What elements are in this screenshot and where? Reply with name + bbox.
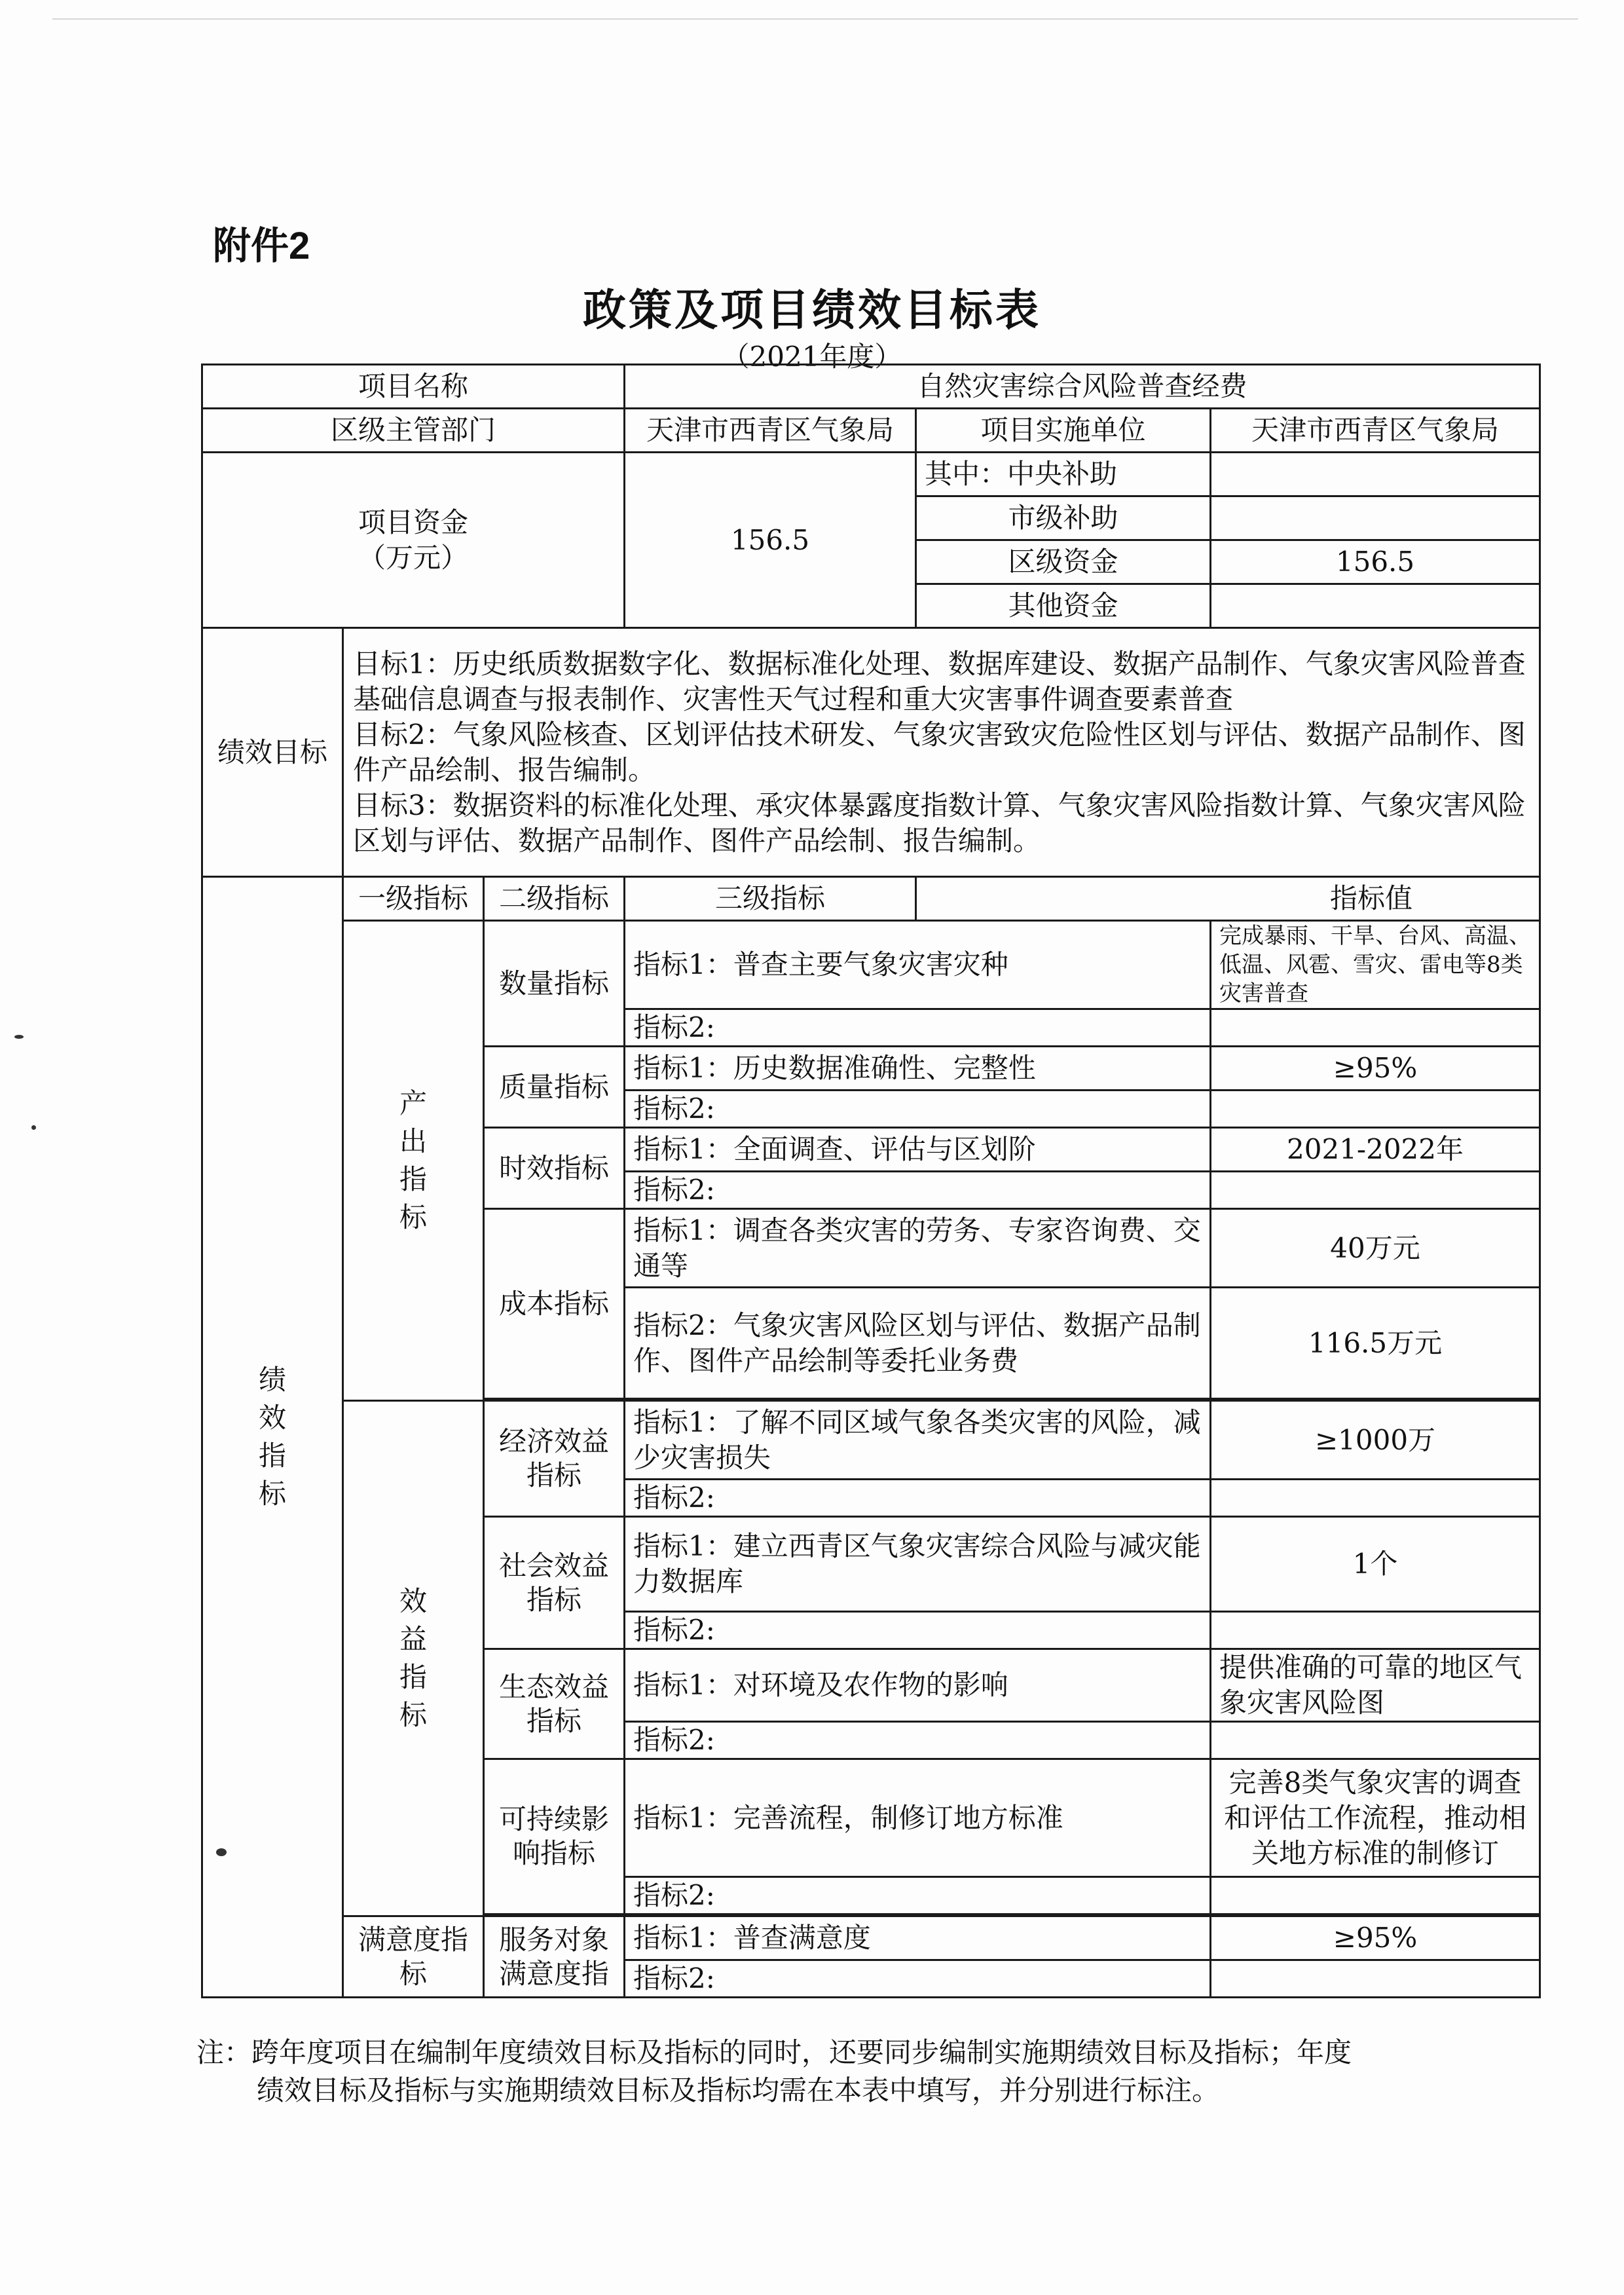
ecological-indicator-1: 指标1：对环境及农作物的影响: [625, 1649, 1211, 1722]
page-subtitle: （2021年度）: [722, 341, 902, 373]
ecological-value-1: 提供准确的可靠的地区气象灾害风险图: [1211, 1649, 1540, 1722]
economic-label: 经济效益指标: [484, 1401, 625, 1517]
quantity-indicator-1-text: 指标1：普查主要气象灾害灾种: [633, 948, 1008, 980]
service-value-1: ≥95%: [1211, 1916, 1540, 1960]
col-header-value: [916, 877, 1540, 921]
indicators-section-text: 绩效指标: [259, 1364, 287, 1510]
project-name-label: 项目名称: [202, 365, 625, 409]
benefit-indicator-text: 效益指标: [399, 1585, 428, 1731]
goal-3: 目标3：数据资料的标准化处理、承灾体暴露度指数计算、气象灾害风险指数计算、气象灾害风险区划与评估、数据产品制作、图件产品绘制、报告编制。: [353, 789, 1526, 857]
attachment-label: 附件2: [213, 225, 310, 267]
economic-value-1: ≥1000万: [1211, 1401, 1540, 1480]
ecological-value-2: [1211, 1722, 1540, 1759]
scan-speck: [14, 1035, 24, 1039]
cost-value-1: 40万元: [1211, 1209, 1540, 1288]
col-header-level3: 三级指标: [625, 877, 916, 921]
page-title: 政策及项目绩效目标表: [583, 285, 1041, 335]
col-header-level1: 一级指标: [343, 877, 484, 921]
cost-value-2: 116.5万元: [1211, 1288, 1540, 1399]
social-value-1: 1个: [1211, 1517, 1540, 1612]
indicators-section-label: [202, 877, 343, 1998]
quantity-value-2: [1211, 1009, 1540, 1047]
performance-target-table: [201, 364, 1541, 1998]
quality-value-2: [1211, 1091, 1540, 1128]
sustainable-indicator-2: 指标2:: [625, 1877, 1211, 1914]
output-indicator-text: 产出指标: [399, 1087, 428, 1233]
service-satisfaction-label: 服务对象满意度指: [484, 1916, 625, 1998]
other-funds-label: 其他资金: [916, 584, 1211, 628]
table-row: [202, 1916, 1540, 1960]
sustainable-indicator-1: 指标1：完善流程，制修订地方标准: [625, 1759, 1211, 1877]
ecological-indicator-2: 指标2:: [625, 1722, 1211, 1759]
sustainable-label: 可持续影响指标: [484, 1759, 625, 1914]
service-indicator-1: 指标1：普查满意度: [625, 1916, 1211, 1960]
city-subsidy-label: 市级补助: [916, 496, 1211, 540]
timeliness-indicator-2: 指标2:: [625, 1172, 1211, 1209]
funds-label-line2: （万元）: [358, 541, 469, 574]
footnote-line-2: 绩效目标及指标与实施期绩效目标及指标均需在本表中填写，并分别进行标注。: [257, 2074, 1220, 2106]
city-subsidy-value: [1211, 496, 1540, 540]
table-row: [202, 877, 1540, 921]
table-row: [202, 365, 1540, 409]
goal-2: 目标2：气象风险核查、区划评估技术研发、气象灾害致灾危险性区划与评估、数据产品制作、图件产品绘制、报告编制。: [353, 718, 1526, 786]
goals-label: 绩效目标: [202, 628, 343, 877]
scan-speck: [31, 1125, 36, 1130]
social-indicator-1: 指标1：建立西青区气象灾害综合风险与减灾能力数据库: [625, 1517, 1211, 1612]
scan-top-line: [52, 18, 1578, 20]
quality-indicator-2: 指标2:: [625, 1091, 1211, 1128]
service-indicator-2: 指标2:: [625, 1960, 1211, 1998]
output-indicator-label: [343, 921, 484, 1401]
timeliness-value-1: 2021-2022年: [1211, 1128, 1540, 1172]
other-funds-value: [1211, 584, 1540, 628]
social-indicator-2: 指标2:: [625, 1612, 1211, 1649]
ecological-label: 生态效益指标: [484, 1649, 625, 1759]
service-value-2: [1211, 1960, 1540, 1998]
economic-value-2: [1211, 1480, 1540, 1517]
table-row: [202, 409, 1540, 453]
table-row: [202, 628, 1540, 877]
table-row: [202, 921, 1540, 1009]
satisfaction-label: 满意度指标: [343, 1916, 484, 1998]
cost-indicator-1: 指标1：调查各类灾害的劳务、专家咨询费、交通等: [625, 1209, 1211, 1288]
central-subsidy-label: 其中：中央补助: [916, 453, 1211, 496]
economic-indicator-2: 指标2:: [625, 1480, 1211, 1517]
district-funds-value: 156.5: [1211, 540, 1540, 584]
goal-1: 目标1：历史纸质数据数字化、数据标准化处理、数据库建设、数据产品制作、气象灾害风险普查基础信息调查与报表制作、灾害性天气过程和重大灾害事件调查要素普查: [353, 647, 1526, 715]
timeliness-label: 时效指标: [484, 1128, 625, 1209]
sustainable-value-1: 完善8类气象灾害的调查和评估工作流程，推动相关地方标准的制修订: [1211, 1759, 1540, 1877]
district-funds-label: 区级资金: [916, 540, 1211, 584]
benefit-indicator-label: [343, 1401, 484, 1916]
quantity-indicator-1: [625, 921, 1211, 1009]
impl-unit-label: 项目实施单位: [916, 409, 1211, 453]
quality-indicator-1: 指标1：历史数据准确性、完整性: [625, 1047, 1211, 1091]
economic-indicator-1: 指标1：了解不同区域气象各类灾害的风险，减少灾害损失: [625, 1401, 1211, 1480]
dept-label: 区级主管部门: [202, 409, 625, 453]
social-label: 社会效益指标: [484, 1517, 625, 1649]
table-row: [202, 1401, 1540, 1480]
timeliness-indicator-1: 指标1：全面调查、评估与区划阶: [625, 1128, 1211, 1172]
social-value-2: [1211, 1612, 1540, 1649]
impl-unit-value: 天津市西青区气象局: [1211, 409, 1540, 453]
project-name-value: 自然灾害综合风险普查经费: [625, 365, 1540, 409]
quality-value-1: ≥95%: [1211, 1047, 1540, 1091]
funds-label-line1: 项目资金: [358, 506, 469, 538]
col-header-level2: 二级指标: [484, 877, 625, 921]
quantity-label: 数量指标: [484, 921, 625, 1047]
central-subsidy-value: [1211, 453, 1540, 496]
timeliness-value-2: [1211, 1172, 1540, 1209]
cost-label: 成本指标: [484, 1209, 625, 1399]
col-header-value-text: 指标值: [1330, 882, 1413, 914]
footnote: [196, 2034, 1506, 2110]
funds-total: 156.5: [625, 453, 916, 628]
quantity-indicator-2: 指标2:: [625, 1009, 1211, 1047]
table-row: [202, 453, 1540, 496]
goals-text: [343, 628, 1540, 877]
quantity-value-1: 完成暴雨、干旱、台风、高温、低温、风雹、雪灾、雷电等8类灾害普查: [1211, 921, 1540, 1009]
funds-label: [202, 453, 625, 628]
dept-value: 天津市西青区气象局: [625, 409, 916, 453]
cost-indicator-2: 指标2：气象灾害风险区划与评估、数据产品制作、图件产品绘制等委托业务费: [625, 1288, 1211, 1399]
quality-label: 质量指标: [484, 1047, 625, 1128]
footnote-line-1: 注：跨年度项目在编制年度绩效目标及指标的同时，还要同步编制实施期绩效目标及指标；年度: [196, 2036, 1352, 2068]
sustainable-value-2: [1211, 1877, 1540, 1914]
